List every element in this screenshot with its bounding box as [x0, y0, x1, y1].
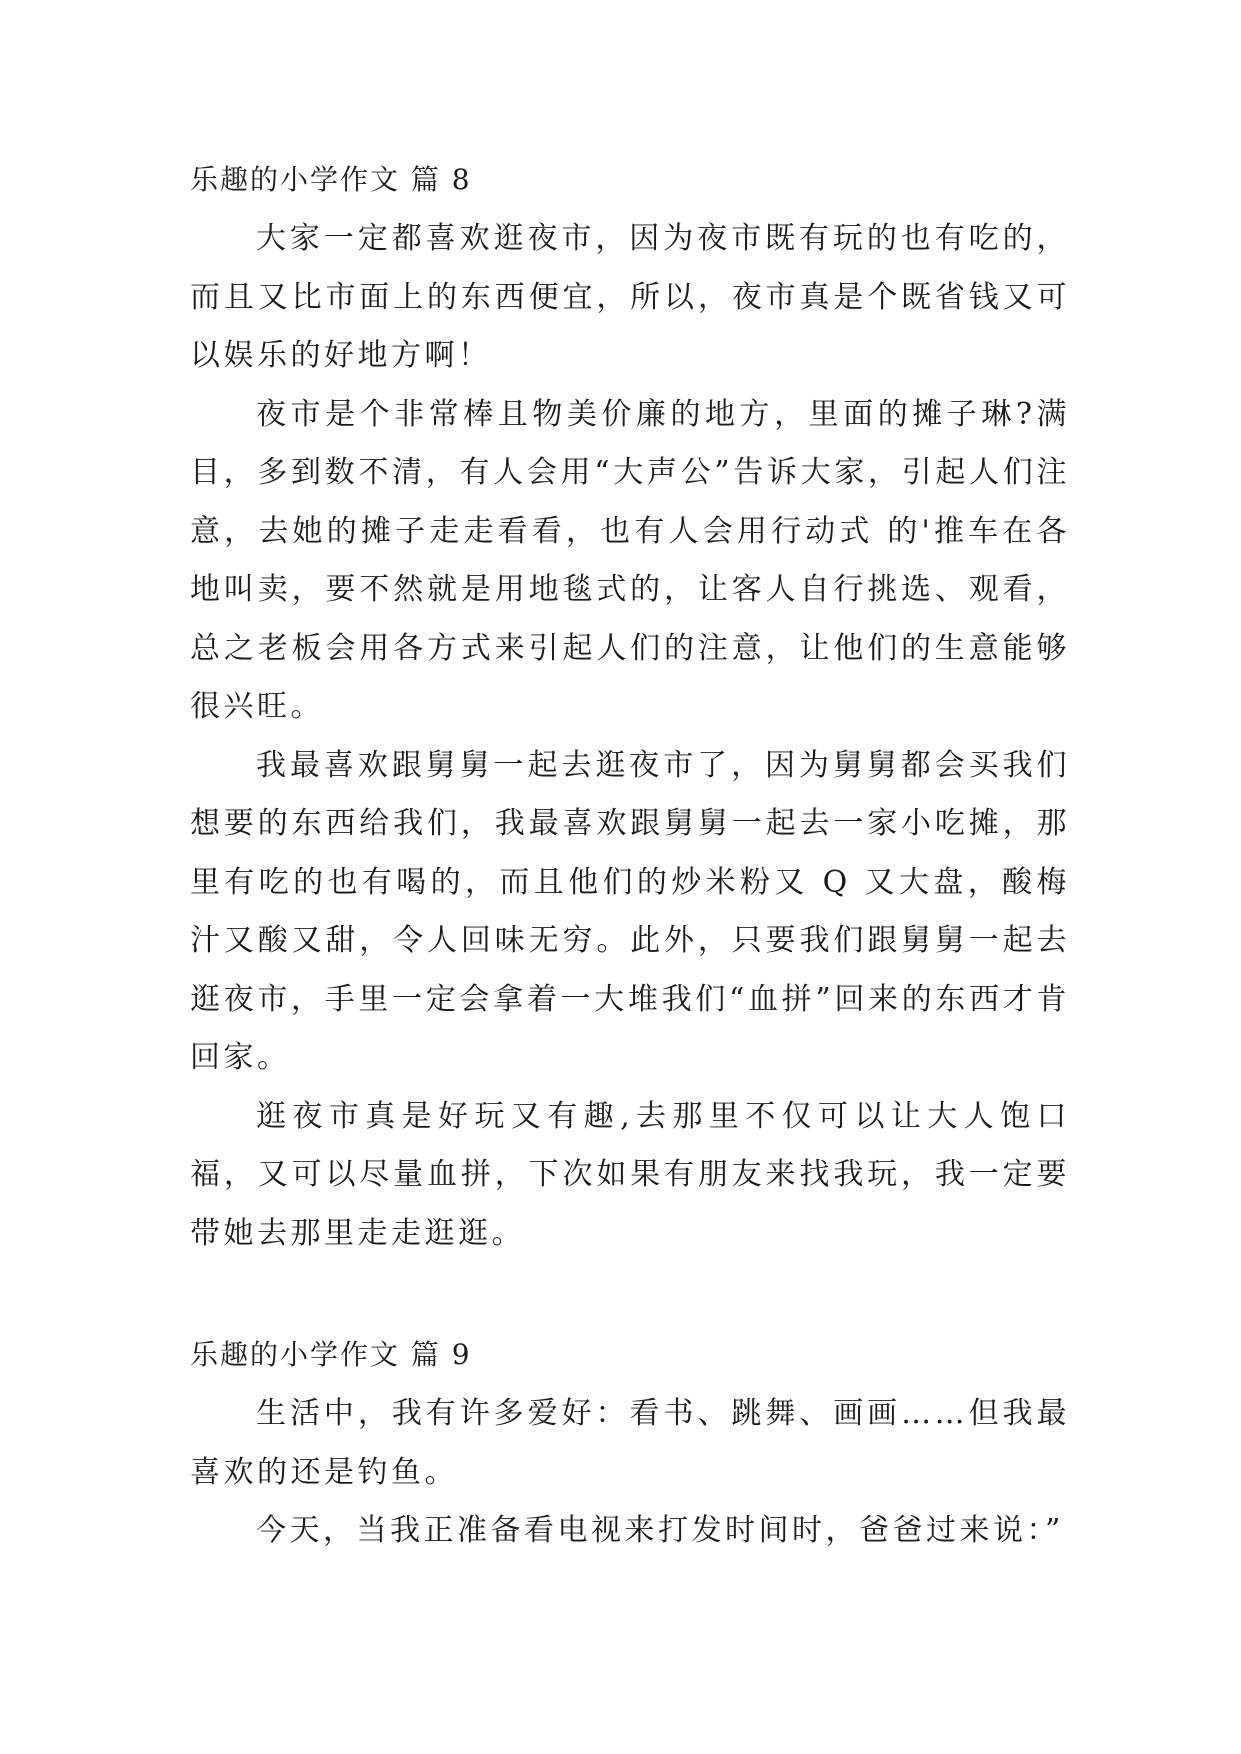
paragraph: 我最喜欢跟舅舅一起去逛夜市了，因为舅舅都会买我们想要的东西给我们，我最喜欢跟舅舅一起去一家小吃摊，那里有吃的也有喝的，而且他们的炒米粉又 Q 又大盘，酸梅汁又酸又甜，令人回味无穷。此外，只要我们跟舅舅一起去逛夜市，手里一定会拿着一大堆我们“血拼”回来的东西才肯回家。 [190, 747, 1070, 1075]
essay-section-8 [190, 150, 1070, 1263]
paragraph: 大家一定都喜欢逛夜市，因为夜市既有玩的也有吃的，而且又比市面上的东西便宜，所以，夜市真是个既省钱又可以娱乐的好地方啊！ [190, 221, 1070, 373]
paragraph: 逛夜市真是好玩又有趣,去那里不仅可以让大人饱口福，又可以尽量血拼，下次如果有朋友来找我玩，我一定要带她去那里走走逛逛。 [190, 1098, 1070, 1251]
section-title: 乐趣的小学作文 篇 9 [190, 1338, 472, 1371]
paragraph: 夜市是个非常棒且物美价廉的地方，里面的摊子琳?满目，多到数不清，有人会用“大声公”告诉大家，引起人们注意，去她的摊子走走看看，也有人会用行动式 的'推车在各地叫卖，要不然就是用地毯式的，让客人自行挑选、观看，总之老板会用各方式来引起人们的注意，让他们的生意能够很兴旺。 [190, 396, 1070, 724]
paragraph: 今天，当我正准备看电视来打发时间时，爸爸过来说：” [256, 1513, 1064, 1548]
section-spacer [190, 1263, 1070, 1325]
section-title: 乐趣的小学作文 篇 8 [190, 163, 472, 196]
essay-section-9 [190, 1325, 1070, 1561]
paragraph: 生活中，我有许多爱好：看书、跳舞、画画……但我最喜欢的还是钓鱼。 [190, 1396, 1070, 1490]
document-page [190, 150, 1070, 1561]
